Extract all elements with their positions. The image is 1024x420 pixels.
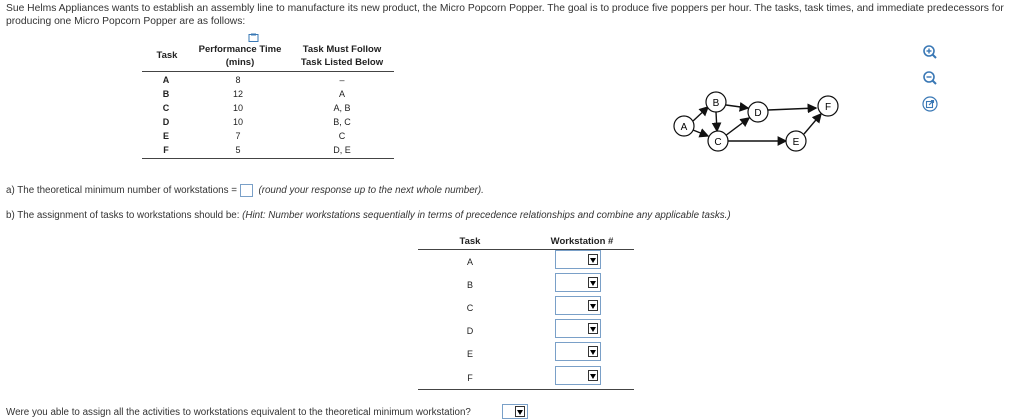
svg-text:E: E (792, 137, 800, 148)
dropdown-arrow-icon (588, 370, 598, 381)
question-b-label: b) The assignment of tasks to workstations should be: (6, 210, 240, 221)
assignment-header-task: Task (459, 236, 481, 247)
task-table (142, 44, 394, 160)
workstation-select-d[interactable] (555, 319, 601, 338)
dropdown-arrow-icon (588, 346, 598, 357)
svg-text:B: B (712, 98, 720, 109)
zoom-in-icon[interactable] (922, 44, 938, 60)
edge-b-d (726, 105, 748, 108)
workstation-select-f[interactable] (555, 366, 601, 385)
cell-time-e: 7 (235, 131, 241, 141)
node-b (706, 92, 726, 112)
dropdown-arrow-icon (588, 254, 598, 265)
cell-task-d: D (162, 117, 170, 127)
cell-time-b: 12 (232, 89, 243, 99)
assignment-task-c: C (466, 303, 474, 313)
cell-pred-e: C (338, 131, 346, 141)
header-divider (142, 71, 394, 72)
cell-task-b: B (162, 89, 170, 99)
edge-a-c (693, 130, 708, 136)
assignment-task-a: A (466, 257, 473, 267)
edge-e-f (804, 114, 821, 134)
cell-task-e: E (162, 131, 169, 141)
header-task: Task (156, 50, 178, 61)
dropdown-arrow-icon (588, 277, 598, 288)
edge-b-c (716, 112, 717, 131)
cell-task-a: A (162, 75, 170, 85)
assignment-task-d: D (466, 326, 474, 336)
edge-c-d (725, 118, 749, 136)
assignment-bottom-border (418, 389, 634, 390)
problem-intro: Sue Helms Appliances wants to establish an assembly line to manufacture its new product, the Micro Popcorn Popper. The goal is to produce five poppers per hour. The tasks, task times, and immediate predecessors for producing one Micro Popcorn Popper are as follows: (6, 3, 1004, 27)
node-a (674, 116, 694, 136)
workstation-select-a[interactable] (555, 250, 601, 269)
zoom-out-icon[interactable] (922, 70, 938, 86)
question-b-hint: (Hint: Number workstations sequentially in terms of precedence relationships and combine any applicable tasks.) (242, 210, 731, 221)
svg-text:D: D (754, 108, 762, 119)
question-a-label: a) The theoretical minimum number of workstations = (6, 185, 237, 197)
question-a-hint: (round your response up to the next whole number). (258, 185, 484, 197)
node-d (748, 102, 768, 122)
cell-pred-a: – (339, 75, 345, 85)
header-pred-line2: Task Listed Below (300, 57, 384, 68)
cell-task-f: F (163, 145, 169, 155)
node-e (786, 131, 806, 151)
workstation-select-e[interactable] (555, 342, 601, 361)
header-time-line1: Performance Time (198, 44, 282, 55)
question-b (6, 210, 731, 221)
cell-time-a: 8 (235, 75, 241, 85)
cell-pred-c: A, B (333, 103, 351, 113)
dropdown-arrow-icon (515, 406, 525, 417)
precedence-diagram (668, 88, 858, 156)
minimum-workstation-select[interactable] (502, 404, 528, 419)
cell-pred-b: A (338, 89, 345, 99)
header-time-line2: (mins) (225, 57, 255, 68)
svg-text:C: C (714, 137, 722, 148)
edge-a-b (693, 107, 708, 121)
dropdown-arrow-icon (588, 300, 598, 311)
svg-text:A: A (680, 122, 688, 133)
assignment-task-f: F (467, 373, 473, 383)
cell-pred-f: D, E (333, 145, 351, 155)
popout-icon[interactable] (922, 96, 938, 112)
question-c (6, 407, 471, 418)
assignment-task-b: B (466, 280, 473, 290)
cell-time-d: 10 (232, 117, 243, 127)
dropdown-arrow-icon (588, 323, 598, 334)
assignment-table (418, 234, 634, 394)
assignment-header-workstation: Workstation # (550, 236, 614, 247)
cell-pred-d: B, C (333, 117, 351, 127)
table-bottom-border (142, 158, 394, 159)
workstation-select-c[interactable] (555, 296, 601, 315)
node-f (818, 96, 838, 116)
workstations-input[interactable] (240, 184, 253, 197)
cell-task-c: C (162, 103, 170, 113)
svg-text:F: F (824, 102, 832, 113)
question-a (6, 184, 484, 197)
assignment-task-e: E (466, 349, 473, 359)
cell-time-c: 10 (232, 103, 243, 113)
header-pred-line1: Task Must Follow (302, 44, 382, 55)
workstation-select-b[interactable] (555, 273, 601, 292)
assignment-header-divider (418, 249, 634, 250)
clipboard-icon[interactable] (248, 30, 260, 40)
edge-d-f (768, 108, 816, 110)
question-c-label: Were you able to assign all the activities to workstations equivalent to the theoretical minimum workstation? (6, 407, 471, 418)
node-c (708, 131, 728, 151)
cell-time-f: 5 (235, 145, 241, 155)
